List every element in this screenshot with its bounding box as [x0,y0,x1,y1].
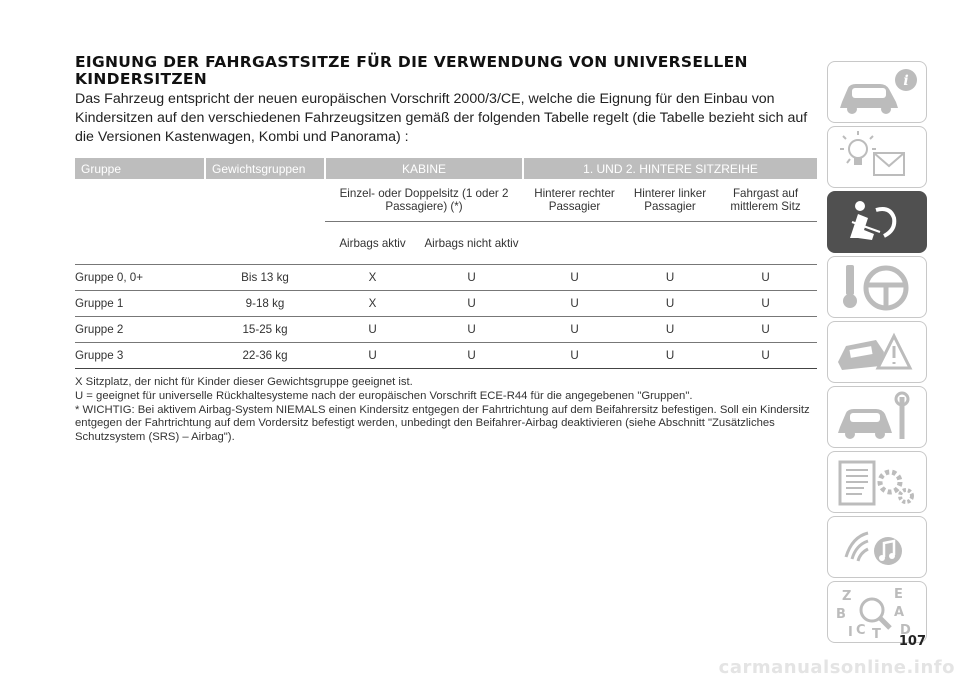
row-cell: U [420,317,523,343]
row-cell: U [523,265,626,291]
svg-text:i: i [903,73,909,89]
header-gruppe: Gruppe [75,158,205,179]
subheader-hinterer-rechter: Hinterer rechter Passagier [523,179,626,222]
table-row [75,317,817,343]
airbag-nicht-aktiv-label: Airbags nicht aktiv [420,222,523,265]
row-group: Gruppe 2 [75,317,205,343]
header-kabine: KABINE [325,158,523,179]
row-cell: X [325,265,420,291]
subheader-hinterer-linker: Hinterer linker Passagier [626,179,714,222]
row-weight: Bis 13 kg [205,265,325,291]
footnote-x: X Sitzplatz, der nicht für Kinder dieser Gewichtsgruppe geeignet ist. [75,376,413,388]
row-cell: U [420,265,523,291]
row-group: Gruppe 1 [75,291,205,317]
svg-text:E: E [894,587,903,602]
row-cell: U [626,265,714,291]
row-cell: U [714,265,817,291]
section-heading: EIGNUNG DER FAHRGASTSITZE FÜR DIE VERWENDUNG VON UNIVERSELLEN KINDERSITZEN [75,53,748,88]
row-cell: U [523,291,626,317]
row-cell: U [325,317,420,343]
row-cell: U [714,343,817,369]
row-weight: 22-36 kg [205,343,325,369]
row-group: Gruppe 3 [75,343,205,369]
intro-paragraph: Das Fahrzeug entspricht der neuen europäischen Vorschrift 2000/3/CE, welche die Eignung für den Einbau von Kindersitzen auf den verschiedenen Fahrzeugsitzen gemäß der folgenden Tabelle regelt (die Tabelle bezieht sich auf die Versionen Kastenwagen, Kombi und Panorama) : [75,91,808,145]
row-weight: 15-25 kg [205,317,325,343]
row-group: Gruppe 0, 0+ [75,265,205,291]
row-cell: U [714,317,817,343]
warning-lights-icon [828,127,928,189]
row-cell: U [626,343,714,369]
tab-car-info[interactable] [827,61,927,123]
airbag-aktiv-label: Airbags aktiv [325,222,420,265]
multimedia-icon [828,517,928,579]
emergency-icon [828,322,928,384]
header-gewichtsgruppen: Gewichtsgruppen [205,158,325,179]
watermark: carmanualsonline.info [718,657,955,678]
header-hintere-sitzreihe: 1. UND 2. HINTERE SITZREIHE [523,158,817,179]
page-number: 107 [898,634,926,649]
svg-text:C: C [856,623,866,638]
row-cell: U [523,343,626,369]
row-cell: U [523,317,626,343]
table-airbag-row [75,222,817,265]
svg-text:A: A [894,605,905,620]
row-cell: X [325,291,420,317]
svg-text:Z: Z [842,589,852,604]
table-subheader-row [75,179,817,222]
tab-child-airbag[interactable] [827,191,927,253]
subheader-mittlerer-sitz: Fahrgast auf mittlerem Sitz [714,179,817,222]
car-info-icon [828,62,928,124]
tab-technical-data[interactable] [827,451,927,513]
svg-text:B: B [836,607,846,622]
subheader-einzel-doppelsitz: Einzel- oder Doppelsitz (1 oder 2 Passagiere) (*) [325,179,523,222]
tab-car-maintenance[interactable] [827,386,927,448]
footnote-wichtig: * WICHTIG: Bei aktivem Airbag-System NIEMALS einen Kindersitz entgegen der Fahrtrichtung auf dem Beifahrersitz befestigen. Soll ein Kindersitz entgegen der Fahrtrichtung auf dem Vordersitz befestigt werden, unbedingt den Beifahrer-Airbag deaktivieren (siehe Abschnitt "Zusätzliches Schutzsystem (SRS) – Airbag"). [75,403,810,444]
tab-multimedia[interactable] [827,516,927,578]
tab-emergency[interactable] [827,321,927,383]
table-footnotes [75,376,820,445]
footnote-u: U = geeignet für universelle Rückhaltesysteme nach der europäischen Vorschrift ECE-R44 für die angegebenen "Gruppen". [75,389,693,402]
row-cell: U [420,343,523,369]
row-cell: U [626,317,714,343]
row-cell: U [325,343,420,369]
row-cell: U [626,291,714,317]
table-header-row [75,158,817,179]
svg-text:D: D [900,623,911,638]
svg-text:T: T [872,627,881,642]
steering-key-icon [828,257,928,319]
row-cell: U [420,291,523,317]
child-seat-table [75,158,817,369]
row-weight: 9-18 kg [205,291,325,317]
table-row [75,291,817,317]
tab-warning-lights[interactable] [827,126,927,188]
car-maintenance-icon [828,387,928,449]
child-airbag-icon [828,192,928,254]
row-cell: U [714,291,817,317]
table-row [75,265,817,291]
tab-steering-key[interactable] [827,256,927,318]
technical-data-icon [828,452,928,514]
table-row [75,343,817,369]
svg-text:I: I [848,625,853,640]
